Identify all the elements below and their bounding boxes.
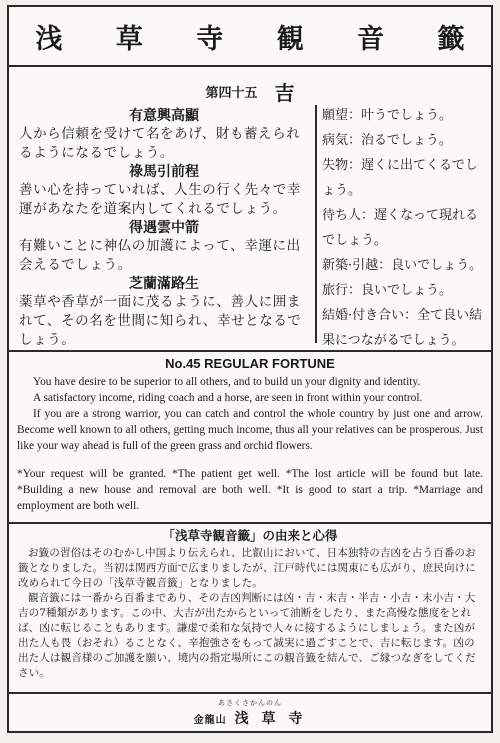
fortune-result: 吉: [274, 81, 295, 105]
origin-paragraph: お籤の習俗はそのむかし中国より伝えられ、比叡山において、日本独特の吉凶を占う百番のお籤となりました。当初は関西方面で広まりましたが、江戸時代には関東にも広がり、庶民向けに改められて今日の「浅草寺観音籤」となりました。: [18, 547, 476, 589]
temple-name: 浅 草 寺: [234, 711, 307, 727]
temple-ruby: あさくさかんのん: [218, 699, 282, 707]
omikuji-sheet: [7, 5, 493, 733]
english-paragraph: You have desire to be superior to all others, and to build un your dignity and identity.: [33, 376, 421, 388]
prediction-illness: 病気：治るでしょう。: [322, 133, 452, 148]
poem-title: 祿馬引前程: [129, 164, 199, 180]
poem-block: [19, 219, 309, 275]
fortune-heading: [9, 67, 491, 103]
poem-title: 有意興高顯: [129, 108, 199, 124]
temple-name-line: [9, 708, 491, 728]
prediction-travel: 旅行：良いでしょう。: [322, 283, 453, 298]
poem-text: 薬草や香草が一面に茂るように、善人に囲まれて、その名を世間に知られ、幸せとなるでしょう。: [19, 294, 302, 348]
poem-block: [19, 163, 309, 219]
poem-title: 芝蘭滿路生: [129, 276, 199, 292]
title-bar: [9, 7, 491, 67]
column-divider: [315, 105, 317, 343]
english-paragraph: If you are a strong warrior, you can catch and control the whole country by just one and arrow. Become well known to all others, getting much income, thus all your relatives can be prosperous. Just like your way ahead is full of the green grass and orchid flowers.: [17, 408, 483, 452]
temple-footer: [9, 694, 491, 728]
mountain-name: 金龍山: [193, 715, 227, 726]
prediction-moving: 新築·引越：良いでしょう。: [322, 258, 483, 273]
origin-section: [9, 524, 491, 694]
english-title: No.45 REGULAR FORTUNE: [165, 356, 335, 371]
prediction-awaited-person: 待ち人：遅くなって現れるでしょう。: [322, 208, 479, 248]
prediction-column: [322, 103, 487, 353]
poem-text: 善い心を持っていれば、人生の行く先々で幸運があなたを道案内してくれるでしょう。: [19, 182, 301, 217]
fortune-section: [9, 67, 491, 352]
page-title: 浅 草 寺 観 音 籤: [35, 23, 487, 55]
origin-paragraph: 観音籤には一番から百番まであり、その吉凶判断には凶・吉・末吉・半吉・小吉・末小吉・大吉の7種類があります。この中、大吉が出たからといって油断をしたり、また高慢な態度をとれば、凶に転じることもあります。謙虚で柔和な気持で人々に接するようにしましょう。また凶が出た人も畏（おそれ）ることなく、辛抱強さをもって誠実に過ごすことで、吉に転じます。凶の出た人は観音様のご加護を願い、境内の指定場所にこの観音籤を結んで、ご縁つなぎをしてください。: [18, 592, 476, 679]
poem-block: [19, 275, 309, 350]
origin-title: 「浅草寺観音籤」の由来と心得: [162, 528, 338, 543]
poem-block: [19, 107, 309, 163]
poem-text: 人から信頼を受けて名をあげ、財も蓄えられるようになるでしょう。: [19, 126, 301, 161]
poem-title: 得遇雲中箭: [129, 220, 199, 236]
english-notes-block: [17, 466, 483, 514]
prediction-lost-item: 失物：遅くに出てくるでしょう。: [322, 158, 478, 198]
poem-column: [19, 107, 309, 350]
fortune-number: 第四十五: [205, 86, 258, 101]
poem-text: 有難いことに神仏の加護によって、幸運に出会えるでしょう。: [19, 238, 301, 273]
english-paragraph: A satisfactory income, riding coach and a horse, are seen in front within your control.: [33, 392, 423, 404]
english-notes: *Your request will be granted. *The patient get well. *The lost article will be found but late. *Building a new house and removal are both well. *It is good to start a trip. *Marriage and employment are both well.: [17, 468, 483, 512]
prediction-wish: 願望：叶うでしょう。: [322, 108, 453, 123]
english-section: [9, 352, 491, 524]
prediction-marriage: 結婚·付き合い：全て良い結果につながるでしょう。: [322, 308, 483, 348]
